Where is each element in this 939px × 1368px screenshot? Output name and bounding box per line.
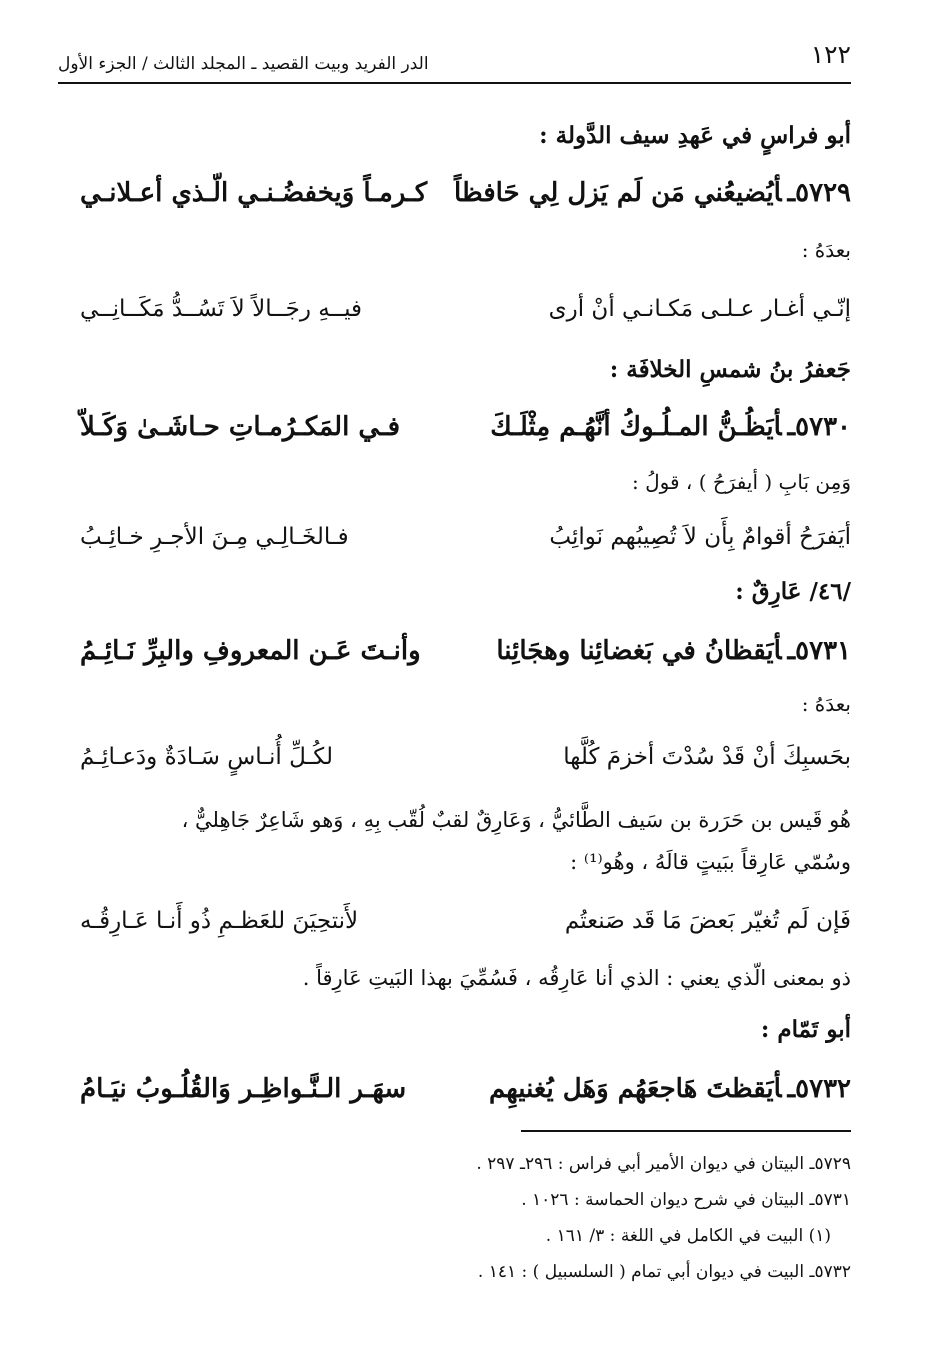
prose-line: هُو قَيس بن حَرَرة بن سَيف الطَّائيُّ ، وَعَارِقٌ لقبٌ لُقّب بِهِ ، وَهو شَاعِرٌ جَاهِليٌّ ، — [181, 808, 851, 832]
page-number: ١٢٢ — [810, 40, 851, 69]
verse-number: ٥٧٣٠ـ — [787, 412, 851, 442]
note-line: وَمِن بَابِ ( أيفرَحُ ) ، قولُ : — [632, 470, 851, 494]
poet-heading: جَعفرُ بنُ شمسِ الخلافَة : — [609, 356, 851, 383]
verse-first-hemistich: ٥٧٢٩ـأيُضيعُني مَن لَم يَزل لِي حَافظاً — [453, 178, 851, 208]
verse-first-hemistich: ٥٧٣٠ـأيَظُـنُّ المـلُـوكُ أنَّهُـم مِثْلَـكَ — [490, 412, 851, 442]
verse-5729 — [80, 178, 851, 218]
verse-5729-follow — [80, 296, 851, 336]
footnote: (١) البيت في الكامل في اللغة : ٣/ ١٦١ . — [545, 1226, 831, 1246]
footnote-divider — [521, 1130, 851, 1132]
verse-second-hemistich: كـرمـاً وَيخفضُـنـي الّـذي أعـلانـي — [80, 178, 428, 208]
verse-5730 — [80, 412, 851, 452]
page-header — [58, 40, 851, 84]
verse-second-hemistich: وأنـتَ عَـن المعروفِ والبِرِّ نَـائِـمُ — [80, 636, 421, 666]
poet-heading: أبو فراسٍ في عَهدِ سيف الدَّولة : — [539, 122, 851, 149]
verse-first-hemistich: ٥٧٣٢ـأيَقظتَ هَاجعَهُم وَهَل يُغنيهِم — [488, 1074, 851, 1104]
footnote: ٥٧٣١ـ البيتان في شرح ديوان الحماسة : ١٠٢٦ . — [521, 1190, 851, 1210]
footnote: ٥٧٢٩ـ البيتان في ديوان الأمير أبي فراس : ٢٩٦ـ ٢٩٧ . — [476, 1154, 851, 1174]
verse-first-hemistich: ٥٧٣١ـأيَقظانُ في بَغضائِنا وهجَائِنا — [496, 636, 851, 666]
prose-line: وسُمّي عَارِقاً ببَيتٍ قالَهُ ، وهُو⁽¹⁾ : — [570, 850, 851, 874]
verse-second-hemistich: فيــهِ رجَــالاً لاَ تَسُــدُّ مَكَــانِــي — [80, 296, 363, 322]
verse-first-hemistich: إنّـي أغـار عـلـى مَكـانـي أنْ أرى — [548, 296, 851, 322]
note-line: بعدَهُ : — [801, 238, 851, 262]
verse-5731-follow — [80, 744, 851, 784]
prose-line: ذو بمعنى الّذي يعني : الذي أنا عَارِقُه ، فَسُمِّيَ بهذا البَيتِ عَارِقاً . — [302, 966, 851, 990]
verse-second-hemistich: فـالخَـالِـي مِـنَ الأجـرِ خـائِـبُ — [80, 524, 349, 550]
verse-second-hemistich: لكُـلِّ أُنـاسٍ سَـادَةٌ ودَعـائِـمُ — [80, 744, 333, 770]
verse-number: ٥٧٢٩ـ — [787, 178, 851, 208]
verse-number: ٥٧٣١ـ — [787, 636, 851, 666]
verse-5731-quoted — [80, 908, 851, 948]
verse-second-hemistich: سهَـر الـنَّـواظِـر وَالقُلُـوبُ نيَـامُ — [80, 1074, 407, 1104]
verse-second-hemistich: لأَنتحِيَنَ للعَظـمِ ذُو أَنـا عَـارِقُـه — [80, 908, 359, 934]
footnote: ٥٧٣٢ـ البيت في ديوان أبي تمام ( السلسبيل ) : ١٤١ . — [477, 1262, 851, 1282]
running-title: الدر الفريد وبيت القصيد ـ المجلد الثالث / الجزء الأول — [58, 54, 429, 74]
verse-5732 — [80, 1074, 851, 1114]
note-line: بعدَهُ : — [801, 692, 851, 716]
verse-5731 — [80, 636, 851, 676]
verse-5730-follow — [80, 524, 851, 564]
poet-heading: /٤٦/ عَارِقٌ : — [735, 578, 851, 605]
verse-second-hemistich: فـي المَكـرُمـاتِ حـاشَـىٰ وَكَـلاّ — [80, 412, 401, 442]
poet-heading: أبو تَمّام : — [760, 1016, 851, 1043]
verse-first-hemistich: فَإن لَم تُغيّر بَعضَ مَا قَد صَنعتُم — [564, 908, 851, 934]
verse-first-hemistich: بحَسبِكَ أنْ قَدْ سُدْتَ أخزمَ كُلَّها — [563, 744, 851, 770]
verse-first-hemistich: أيَفرَحُ أقوامٌ بِأَن لاَ تُصِيبُهم نَوائِبُ — [549, 524, 851, 550]
verse-number: ٥٧٣٢ـ — [787, 1074, 851, 1104]
